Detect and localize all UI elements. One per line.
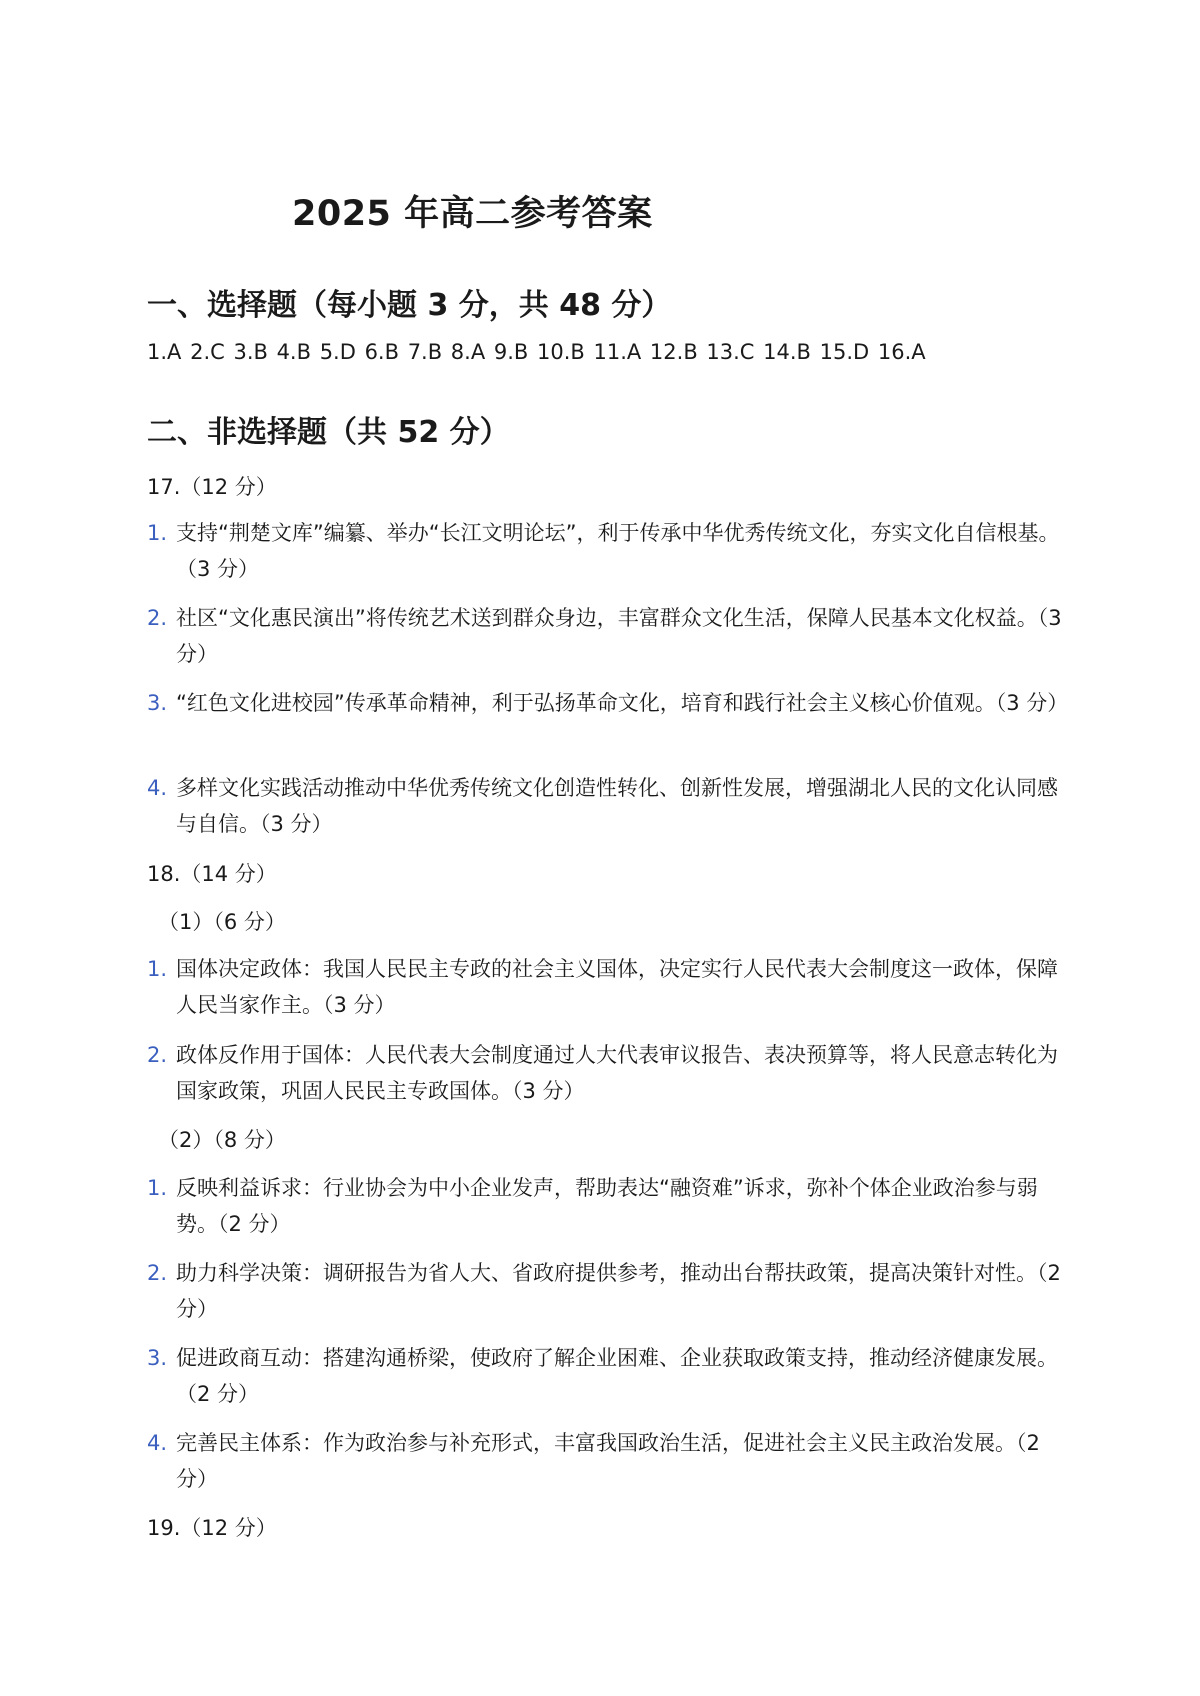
choice-answers: 1.A 2.C 3.B 4.B 5.D 6.B 7.B 8.A 9.B 10.B 11.A 12.B 13.C 14.B 15.D 16.A [147, 340, 926, 364]
item-number: 2. [147, 1043, 168, 1067]
q17-item-3 [147, 685, 1067, 721]
q18-part2-item-1 [147, 1170, 1067, 1242]
item-text: “红色文化进校园”传承革命精神，利于弘扬革命文化，培育和践行社会主义核心价值观。（3 分） [176, 691, 1069, 715]
item-text: 社区“文化惠民演出”将传统艺术送到群众身边，丰富群众文化生活，保障人民基本文化权益。（3 分） [176, 606, 1062, 666]
question-19-label: 19.（12 分） [147, 1516, 277, 1540]
item-number: 2. [147, 606, 168, 630]
q17-item-1 [147, 515, 1067, 587]
item-number: 2. [147, 1261, 168, 1285]
item-text: 助力科学决策：调研报告为省人大、省政府提供参考，推动出台帮扶政策，提高决策针对性。（2 分） [176, 1261, 1061, 1321]
item-number: 1. [147, 1176, 168, 1200]
item-text: 国体决定政体：我国人民民主专政的社会主义国体，决定实行人民代表大会制度这一政体，保障人民当家作主。（3 分） [176, 957, 1058, 1017]
item-text: 完善民主体系：作为政治参与补充形式，丰富我国政治生活，促进社会主义民主政治发展。（2 分） [176, 1431, 1040, 1491]
item-number: 4. [147, 776, 168, 800]
item-text: 政体反作用于国体：人民代表大会制度通过人大代表审议报告、表决预算等，将人民意志转化为国家政策，巩固人民民主专政国体。（3 分） [176, 1043, 1058, 1103]
page-title: 2025 年高二参考答案 [292, 194, 653, 234]
question-17-label: 17.（12 分） [147, 475, 277, 499]
item-text: 促进政商互动：搭建沟通桥梁，使政府了解企业困难、企业获取政策支持，推动经济健康发展。（2 分） [176, 1346, 1058, 1406]
q18-part1-label: （1）（6 分） [158, 910, 286, 934]
q18-part2-item-4 [147, 1425, 1067, 1497]
item-number: 1. [147, 521, 168, 545]
item-text: 反映利益诉求：行业协会为中小企业发声，帮助表达“融资难”诉求，弥补个体企业政治参与弱势。（2 分） [176, 1176, 1038, 1236]
item-number: 3. [147, 1346, 168, 1370]
q18-part2-item-3 [147, 1340, 1067, 1412]
item-text: 多样文化实践活动推动中华优秀传统文化创造性转化、创新性发展，增强湖北人民的文化认同感与自信。（3 分） [176, 776, 1058, 836]
q18-part1-item-2 [147, 1037, 1067, 1109]
q17-item-4 [147, 770, 1067, 842]
q18-part2-label: （2）（8 分） [158, 1128, 286, 1152]
item-text: 支持“荆楚文库”编纂、举办“长江文明论坛”，利于传承中华优秀传统文化，夯实文化自信根基。（3 分） [176, 521, 1060, 581]
item-number: 1. [147, 957, 168, 981]
question-18-label: 18.（14 分） [147, 862, 277, 886]
item-number: 3. [147, 691, 168, 715]
section-heading-choice: 一、选择题（每小题 3 分，共 48 分） [147, 288, 672, 323]
item-number: 4. [147, 1431, 168, 1455]
q18-part2-item-2 [147, 1255, 1067, 1327]
q18-part1-item-1 [147, 951, 1067, 1023]
section-heading-nonchoice: 二、非选择题（共 52 分） [147, 415, 510, 450]
q17-item-2 [147, 600, 1067, 672]
